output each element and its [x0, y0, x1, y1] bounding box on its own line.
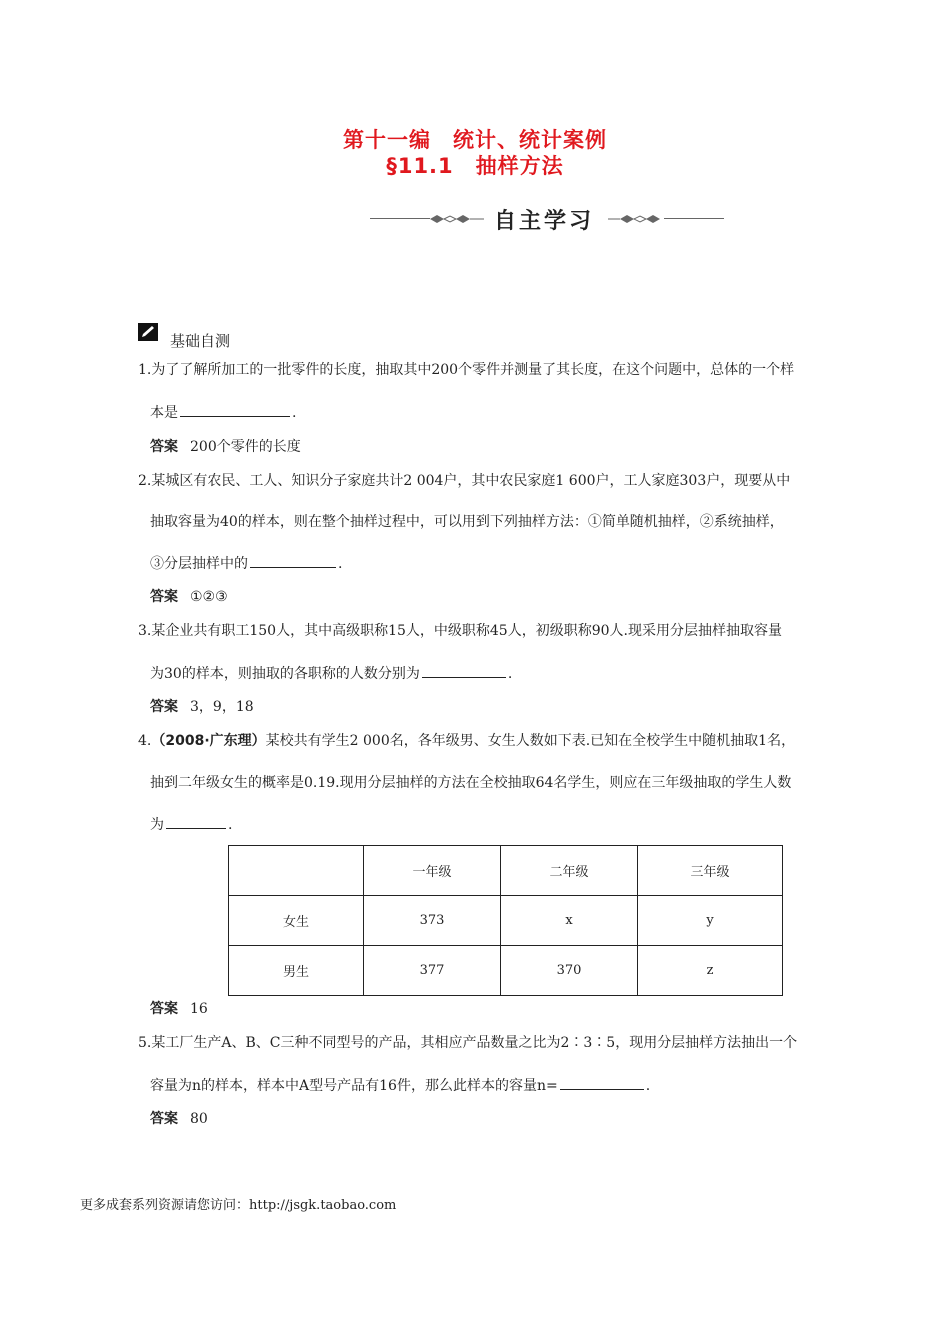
question-2-line-3: [150, 553, 342, 574]
question-3-line-1: 3.某企业共有职工150人，其中高级职称15人，中级职称45人，初级职称90人.现采用分层抽样抽取容量: [138, 623, 782, 639]
table-cell: x: [501, 896, 638, 946]
banner: [366, 204, 726, 234]
question-5-line-2: [150, 1075, 650, 1096]
grade-table: [228, 845, 783, 996]
table-cell: 370: [501, 946, 638, 996]
question-2-line-2: 抽取容量为40的样本，则在整个抽样过程中，可以用到下列抽样方法：①简单随机抽样，②系统抽样，: [150, 514, 784, 530]
question-1-text: 本是: [150, 405, 178, 421]
section-label: 基础自测: [170, 332, 231, 350]
table-cell: 男生: [229, 946, 364, 996]
answer-blank: [422, 663, 506, 678]
table-header-cell: 一年级: [364, 846, 501, 896]
answer-label: 答案: [150, 589, 178, 605]
question-3-text: 为30的样本，则抽取的各职称的人数分别为: [150, 666, 420, 682]
question-4-number: 4.: [138, 733, 152, 749]
question-4-line-1: [138, 731, 795, 751]
question-5-line-1: 5.某工厂生产A、B、C三种不同型号的产品，其相应产品数量之比为2∶3∶5，现用分层抽样方法抽出一个: [138, 1035, 798, 1051]
banner-label: 自主学习: [494, 209, 595, 234]
diamond-ornament-icon: [428, 212, 484, 226]
answer-label: 答案: [150, 1111, 178, 1127]
answer-value: 3，9，18: [190, 699, 254, 715]
question-4-line-3: [150, 814, 232, 835]
table-cell: 女生: [229, 896, 364, 946]
table-header-cell: [229, 846, 364, 896]
question-3-line-2: [150, 663, 512, 684]
answer-value: 200个零件的长度: [190, 439, 301, 455]
table-cell: y: [638, 896, 783, 946]
question-4-line-2: 抽到二年级女生的概率是0.19.现用分层抽样的方法在全校抽取64名学生，则应在三年级抽取的学生人数: [150, 775, 792, 791]
answer-4: [150, 999, 208, 1019]
answer-value: 16: [190, 1001, 208, 1017]
answer-blank: [560, 1075, 644, 1090]
diamond-ornament-icon: [608, 212, 664, 226]
answer-1: [150, 437, 301, 457]
footer-link-text: 更多成套系列资源请您访问：http://jsgk.taobao.com: [80, 1198, 397, 1213]
table-row: [229, 896, 783, 946]
table-header-cell: 二年级: [501, 846, 638, 896]
question-5-text: 容量为n的样本，样本中A型号产品有16件，那么此样本的容量n=: [150, 1078, 558, 1094]
question-1-line-1: 1.为了了解所加工的一批零件的长度，抽取其中200个零件并测量了其长度，在这个问题中，总体的一个样: [138, 362, 795, 378]
question-4-period: .: [228, 817, 233, 833]
table-row: [229, 946, 783, 996]
table-header-cell: 三年级: [638, 846, 783, 896]
table-cell: 373: [364, 896, 501, 946]
answer-5: [150, 1109, 208, 1129]
section-title: §11.1 抽样方法: [386, 154, 564, 178]
answer-3: [150, 697, 254, 717]
answer-blank: [180, 402, 290, 417]
question-5-period: .: [645, 1078, 651, 1094]
answer-label: 答案: [150, 1001, 178, 1017]
question-1-period: .: [292, 405, 297, 421]
question-2-text: ③分层抽样中的: [150, 556, 248, 572]
answer-label: 答案: [150, 439, 178, 455]
answer-blank: [166, 814, 226, 829]
pencil-icon: [138, 323, 158, 341]
answer-2: [150, 587, 228, 607]
table-cell: z: [638, 946, 783, 996]
chapter-title: 第十一编 统计、统计案例: [343, 128, 607, 152]
question-4-text-end: 为: [150, 817, 164, 833]
question-4-text: 某校共有学生2 000名，各年级男、女生人数如下表.已知在全校学生中随机抽取1名，: [265, 733, 796, 749]
question-1-line-2: [150, 402, 296, 423]
question-2-period: .: [338, 556, 343, 572]
question-3-period: .: [507, 666, 513, 682]
answer-label: 答案: [150, 699, 178, 715]
question-2-line-1: 2.某城区有农民、工人、知识分子家庭共计2 004户，其中农民家庭1 600户，工人家庭303户，现要从中: [138, 473, 791, 489]
question-4-source: （2008·广东理）: [151, 733, 266, 749]
answer-value: 80: [190, 1111, 208, 1127]
answer-value: ①②③: [190, 589, 228, 605]
table-header-row: [229, 846, 783, 896]
banner-right-line: [664, 218, 724, 219]
banner-left-line: [370, 218, 430, 219]
table-cell: 377: [364, 946, 501, 996]
answer-blank: [250, 553, 336, 568]
